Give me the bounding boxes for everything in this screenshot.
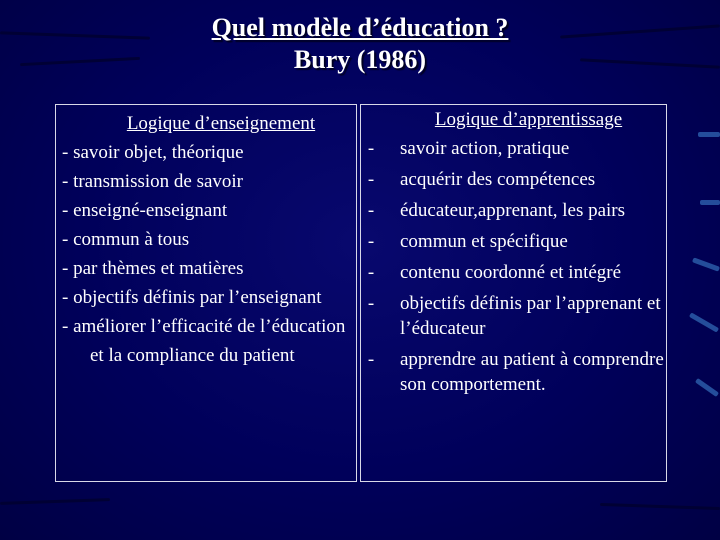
background-streak (692, 257, 720, 271)
list-dash: - (367, 293, 375, 314)
list-item: - objectifs définis par l’enseignant (62, 287, 322, 308)
background-streak (700, 200, 720, 205)
list-item-text: objectifs définis par l’apprenant et l’éducateur (400, 293, 661, 339)
list-item (361, 136, 666, 161)
list-item (361, 260, 666, 285)
left-column-heading: Logique d’enseignement (126, 113, 316, 134)
list-item (361, 347, 666, 397)
list-item-text: savoir action, pratique (400, 138, 570, 159)
list-dash: - (367, 138, 375, 159)
left-column-list (56, 138, 356, 370)
list-item: - transmission de savoir (62, 171, 244, 192)
background-streak (695, 378, 719, 397)
list-item: - commun à tous (62, 229, 190, 250)
list-item (361, 229, 666, 254)
list-item-text: éducateur,apprenant, les pairs (400, 200, 626, 221)
list-item-text: acquérir des compétences (400, 169, 596, 190)
list-dash: - (367, 231, 375, 252)
list-item (361, 291, 666, 341)
background-streak (689, 312, 719, 332)
list-item (361, 167, 666, 192)
list-item (361, 198, 666, 223)
list-item-text: contenu coordonné et intégré (400, 262, 622, 283)
list-dash: - (367, 200, 375, 221)
list-item-text: apprendre au patient à comprendre son comportement. (400, 349, 664, 395)
slide-title-line2: Bury (1986) (293, 45, 427, 74)
list-dash: - (367, 262, 375, 283)
background-streak (600, 503, 720, 510)
list-item: - savoir objet, théorique (62, 142, 244, 163)
list-item-text: commun et spécifique (400, 231, 568, 252)
list-dash: - (367, 349, 375, 370)
right-column-list (361, 136, 666, 397)
background-streak (698, 132, 720, 137)
slide-title-line1: Quel modèle d’éducation ? (211, 13, 509, 42)
list-item: - par thèmes et matières (62, 258, 244, 279)
list-item: - améliorer l’efficacité de l’éducation et la compliance du patient (62, 316, 346, 366)
right-column-box (360, 104, 667, 482)
list-dash: - (367, 169, 375, 190)
slide-title (0, 12, 720, 76)
left-column-box (55, 104, 357, 482)
background-streak (0, 498, 110, 505)
right-column-heading: Logique d’apprentissage (434, 109, 623, 130)
list-item: - enseigné-enseignant (62, 200, 228, 221)
